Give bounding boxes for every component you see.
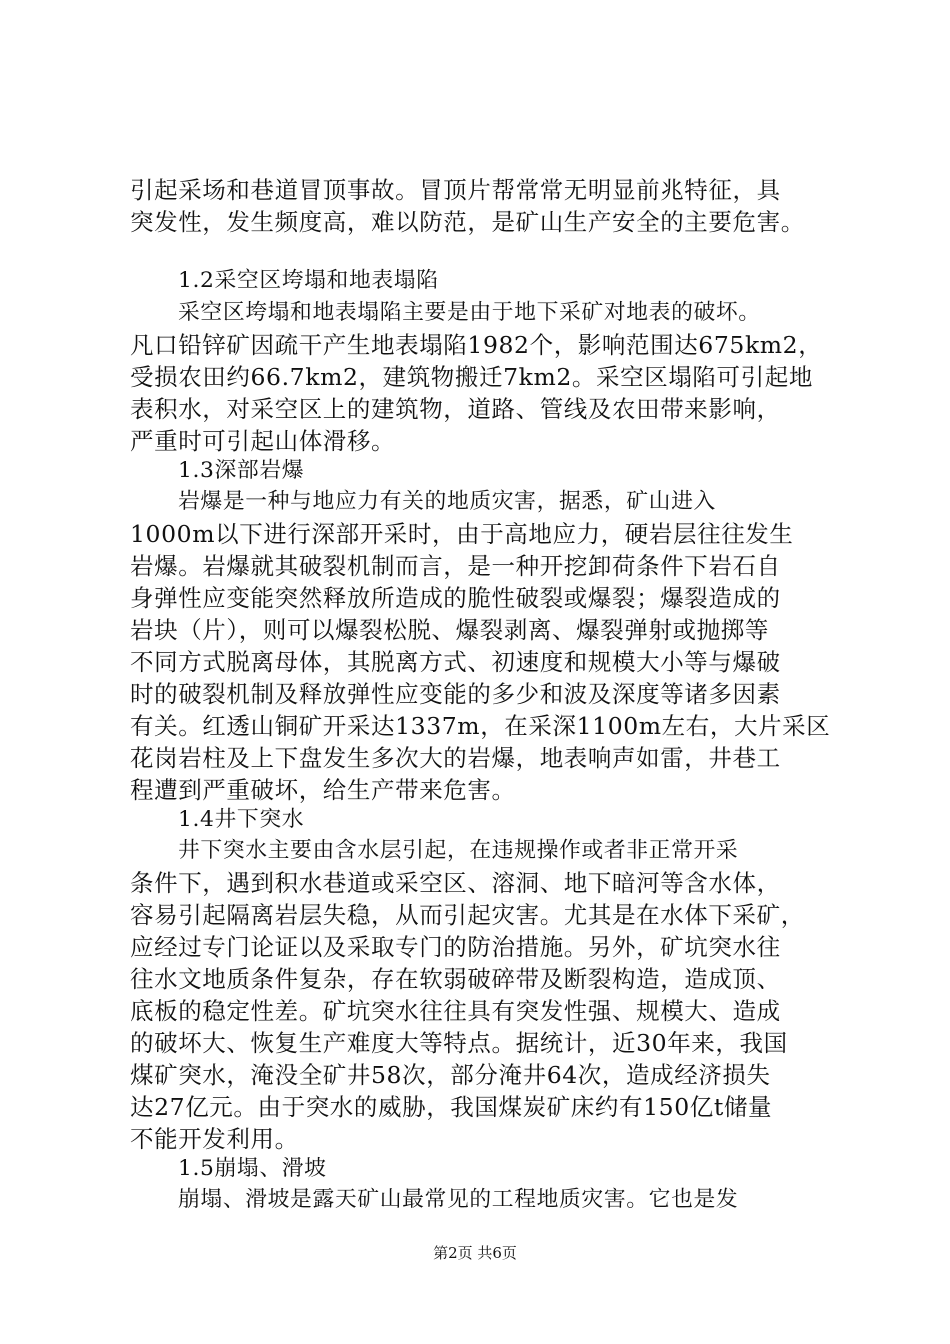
section-heading: 1.4井下突水 [178,807,305,832]
paragraph-line: 条件下，遇到积水巷道或采空区、溶洞、地下暗河等含水体， [130,869,781,897]
section-heading: 1.3深部岩爆 [178,458,305,483]
paragraph-line: 程遭到严重破坏，给生产带来危害。 [130,776,516,804]
paragraph-line: 花岗岩柱及上下盘发生多次大的岩爆，地表响声如雷，井巷工 [130,744,781,772]
paragraph-line: 岩爆。岩爆就其破裂机制而言，是一种开挖卸荷条件下岩石自 [130,552,781,580]
paragraph-line: 煤矿突水，淹没全矿井58次，部分淹井64次，造成经济损失 [130,1061,771,1089]
paragraph-line: 应经过专门论证以及采取专门的防治措施。另外，矿坑突水往 [130,933,781,961]
paragraph-line: 岩爆是一种与地应力有关的地质灾害，据悉，矿山进入 [178,489,716,514]
paragraph-line: 底板的稳定性差。矿坑突水往往具有突发性强、规模大、造成 [130,997,781,1025]
paragraph-line: 受损农田约66.7km2，建筑物搬迁7km2。采空区塌陷可引起地 [130,363,813,391]
paragraph-line: 崩塌、滑坡是露天矿山最常见的工程地质灾害。它也是发 [178,1187,739,1212]
paragraph-line: 时的破裂机制及释放弹性应变能的多少和波及深度等诸多因素 [130,680,781,708]
paragraph-line: 身弹性应变能突然释放所造成的脆性破裂或爆裂；爆裂造成的 [130,584,781,612]
paragraph-line: 容易引起隔离岩层失稳，从而引起灾害。尤其是在水体下采矿， [130,901,805,929]
paragraph-line: 凡口铅锌矿因疏干产生地表塌陷1982个，影响范围达675km2， [130,331,823,359]
paragraph-line: 表积水，对采空区上的建筑物，道路、管线及农田带来影响， [130,395,781,423]
paragraph-line: 的破坏大、恢复生产难度大等特点。据统计，近30年来，我国 [130,1029,788,1057]
paragraph-line: 达27亿元。由于突水的威胁，我国煤炭矿床约有150亿t储量 [130,1093,773,1121]
paragraph-line: 引起采场和巷道冒顶事故。冒顶片帮常常无明显前兆特征，具 [130,176,781,204]
paragraph-line: 突发性，发生频度高，难以防范，是矿山生产安全的主要危害。 [130,208,805,236]
paragraph-line: 有关。红透山铜矿开采达1337m，在采深1100m左右，大片采区 [130,712,831,740]
paragraph-line: 采空区垮塌和地表塌陷主要是由于地下采矿对地表的破坏。 [178,300,761,325]
paragraph-line: 往水文地质条件复杂，存在软弱破碎带及断裂构造，造成顶、 [130,965,781,993]
paragraph-line: 不能开发利用。 [130,1125,299,1153]
section-heading: 1.5崩塌、滑坡 [178,1156,327,1181]
page-number-footer: 第2页 共6页 [433,1244,517,1262]
paragraph-line: 井下突水主要由含水层引起，在违规操作或者非正常开采 [178,838,739,863]
paragraph-line: 严重时可引起山体滑移。 [130,427,396,455]
section-heading: 1.2采空区垮塌和地表塌陷 [178,268,439,293]
paragraph-line: 不同方式脱离母体，其脱离方式、初速度和规模大小等与爆破 [130,648,781,676]
paragraph-line: 岩块（片），则可以爆裂松脱、爆裂剥离、爆裂弹射或抛掷等 [130,616,769,644]
paragraph-line: 1000m以下进行深部开采时，由于高地应力，硬岩层往往发生 [130,520,794,548]
